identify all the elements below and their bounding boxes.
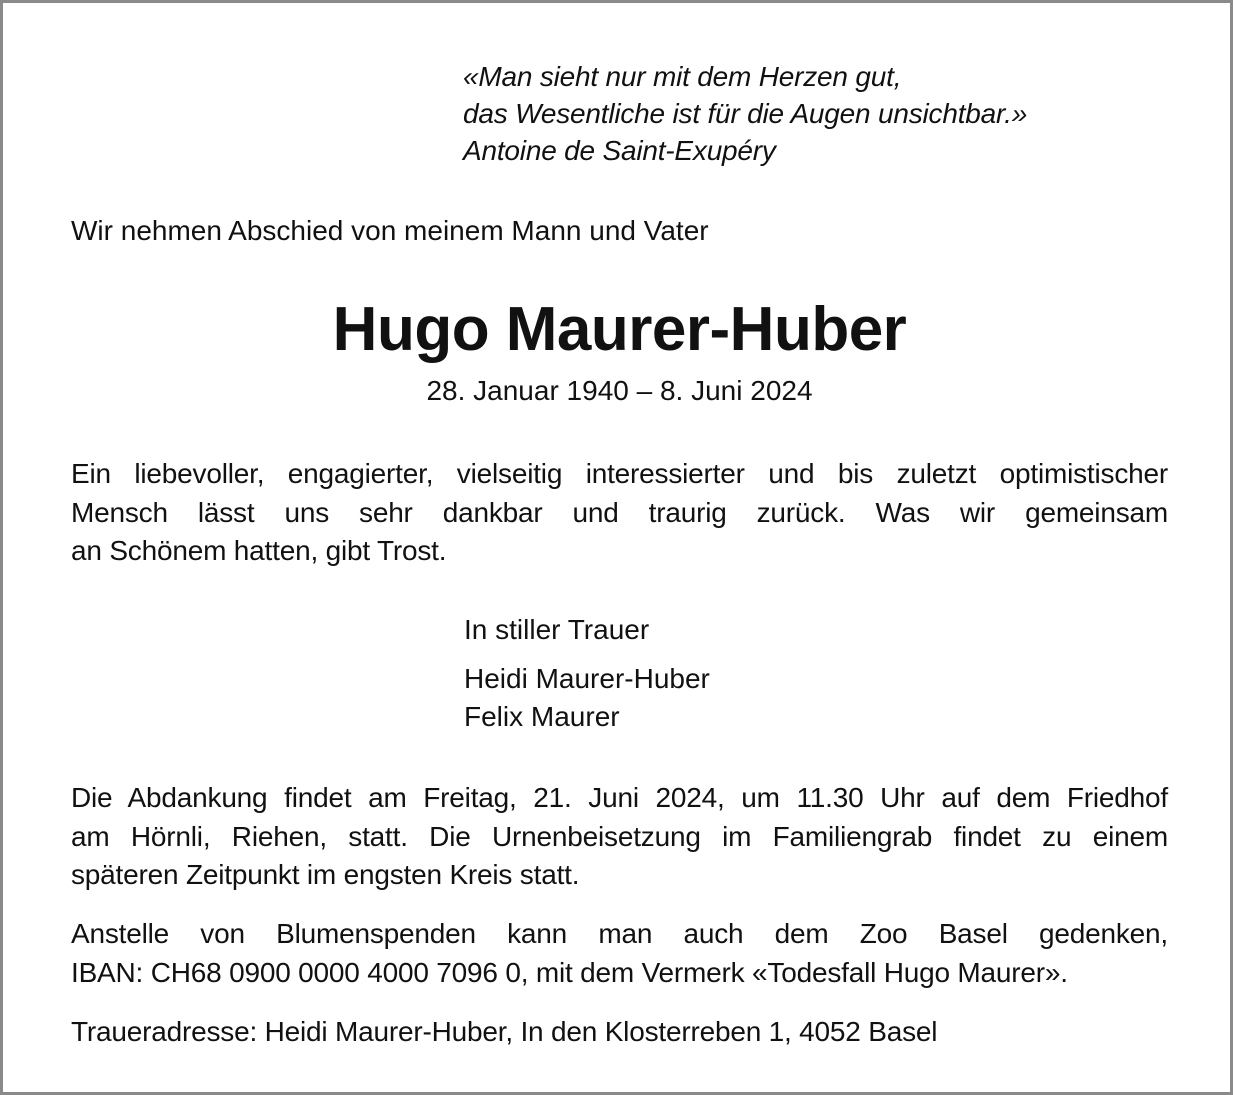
donation-paragraph (71, 915, 1168, 992)
tribute-line: an Schönem hatten, gibt Trost. (71, 535, 447, 566)
tribute-line: Mensch lässt uns sehr dankbar und traurig zurück. Was wir gemeinsam (71, 496, 1168, 528)
quote-line: «Man sieht nur mit dem Herzen gut, (463, 61, 902, 92)
donation-line: Anstelle von Blumenspenden kann man auch dem Zoo Basel gedenken, (71, 918, 1168, 949)
donation-line: IBAN: CH68 0900 0000 4000 7096 0, mit dem Vermerk «Todesfall Hugo Maurer». (71, 956, 1068, 988)
mourner-name: Heidi Maurer-Huber (464, 663, 710, 694)
mourners-heading: In stiller Trauer (464, 614, 650, 645)
farewell-intro: Wir nehmen Abschied von meinem Mann und Vater (71, 215, 709, 246)
quote-line: das Wesentliche ist für die Augen unsichtbar.» (463, 98, 1028, 129)
ceremony-paragraph (71, 779, 1168, 895)
ceremony-line: am Hörnli, Riehen, statt. Die Urnenbeisetzung im Familiengrab findet zu einem (71, 820, 1168, 852)
mourning-address (71, 1013, 1168, 1052)
address-line: Traueradresse: Heidi Maurer-Huber, In den Klosterreben 1, 4052 Basel (71, 1016, 938, 1047)
mourner-name: Felix Maurer (464, 701, 620, 732)
tribute-paragraph (71, 455, 1168, 571)
quote-author: Antoine de Saint-Exupéry (463, 135, 776, 166)
deceased-name: Hugo Maurer-Huber (332, 295, 907, 364)
epigraph-quote (463, 58, 1027, 169)
ceremony-line: späteren Zeitpunkt im engsten Kreis statt. (71, 859, 580, 890)
ceremony-line: Die Abdankung findet am Freitag, 21. Juni 2024, um 11.30 Uhr auf dem Friedhof (71, 782, 1168, 813)
tribute-line: Ein liebevoller, engagierter, vielseitig interessierter und bis zuletzt optimistischer (71, 458, 1168, 489)
mourners-block (464, 611, 710, 736)
life-dates: 28. Januar 1940 – 8. Juni 2024 (426, 375, 813, 406)
